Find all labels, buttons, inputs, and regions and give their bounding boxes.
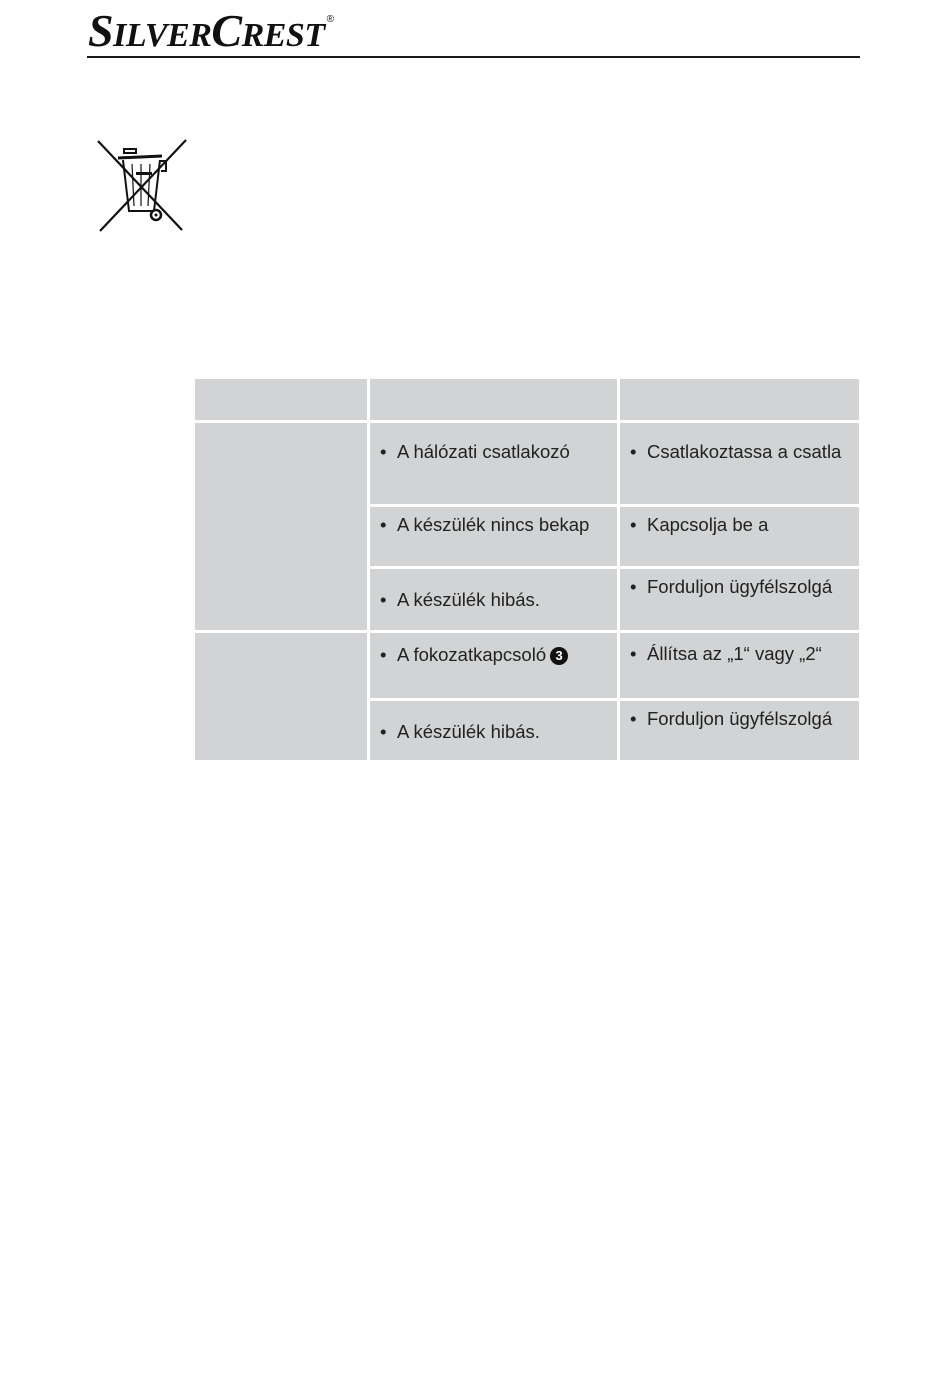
cause-text: A hálózati csatlakozó <box>397 441 570 462</box>
remedy-text: Forduljon ügyfélszolgá <box>647 708 833 729</box>
brand-letter: S <box>88 5 114 56</box>
table-header-cell <box>370 379 617 420</box>
remedy-text: Állítsa az „1“ vagy „2“ <box>647 643 822 664</box>
brand-letters: ILVER <box>113 17 212 54</box>
brand-letters: REST <box>241 17 325 54</box>
list-item: • Forduljon ügyfélszolgá <box>630 576 833 597</box>
cause-text: A készülék hibás. <box>397 721 540 742</box>
list-item: • A készülék nincs bekap <box>380 514 590 535</box>
cause-text: A készülék nincs bekap <box>397 514 590 535</box>
brand-letter: C <box>211 5 242 56</box>
remedy-cell <box>620 423 859 504</box>
table-header-cell <box>195 379 367 420</box>
list-item: • A készülék hibás. <box>380 589 540 610</box>
part-number-badge: 3 <box>550 647 568 665</box>
brand-logo <box>88 4 333 57</box>
registered-mark: ® <box>326 14 334 25</box>
remedy-text: Csatlakoztassa a csatla <box>647 441 842 462</box>
problem-cell <box>195 633 367 760</box>
header-divider <box>87 56 860 58</box>
list-item: • Kapcsolja be a <box>630 514 769 535</box>
remedy-text: Forduljon ügyfélszolgá <box>647 576 833 597</box>
remedy-text: Kapcsolja be a <box>647 514 769 535</box>
cause-cell <box>370 423 617 504</box>
list-item: • A hálózati csatlakozó <box>380 441 570 462</box>
problem-cell <box>195 423 367 630</box>
list-item: • Csatlakoztassa a csatla <box>630 441 842 462</box>
list-item: • Forduljon ügyfélszolgá <box>630 708 833 729</box>
list-item: • A készülék hibás. <box>380 721 540 742</box>
crossed-out-wheelie-bin-icon <box>94 138 190 234</box>
cause-text: A készülék hibás. <box>397 589 540 610</box>
list-item: • A fokozatkapcsoló 3 <box>380 644 568 666</box>
table-header-cell <box>620 379 859 420</box>
cause-text: A fokozatkapcsoló <box>397 644 547 665</box>
list-item: • Állítsa az „1“ vagy „2“ <box>630 643 822 664</box>
